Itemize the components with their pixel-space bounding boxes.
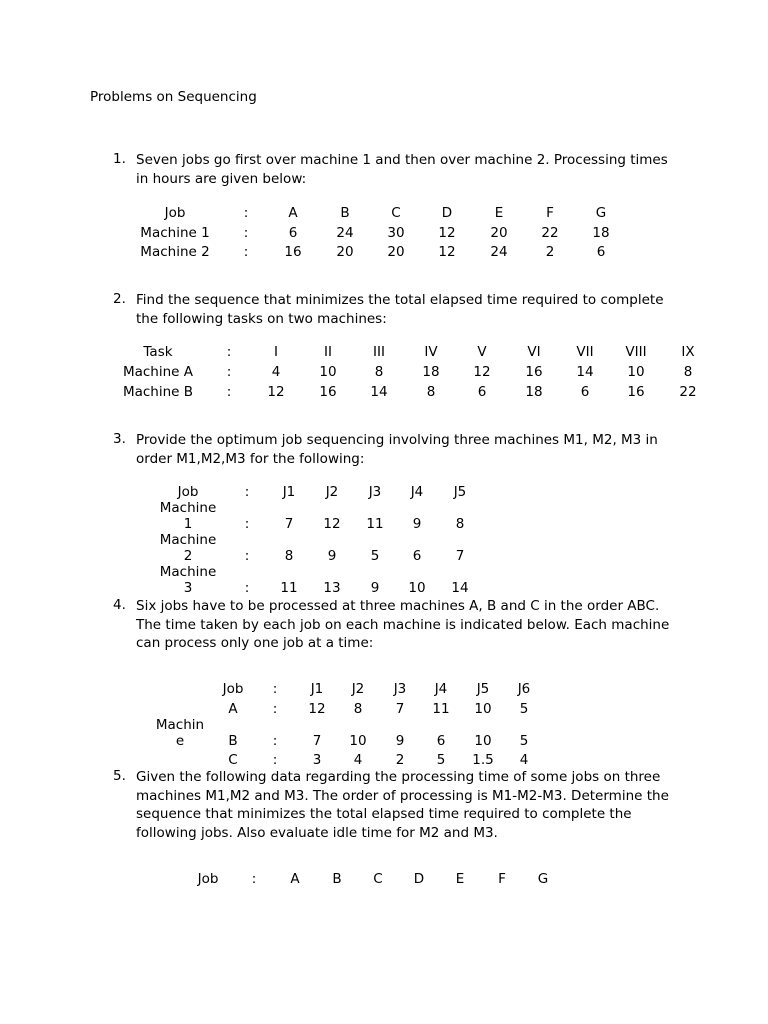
table-cell: B — [340, 205, 350, 221]
problem-number: 3. — [113, 431, 126, 447]
table-cell: 8 — [683, 364, 693, 380]
table-cell: : — [272, 752, 278, 768]
table-cell: IV — [424, 344, 438, 360]
column-header: Job — [197, 871, 219, 887]
row-label: A — [228, 701, 238, 717]
page-title: Problems on Sequencing — [90, 89, 257, 105]
table-cell: 2 — [395, 752, 405, 768]
column-header: Job — [222, 681, 244, 697]
table-cell: 12 — [323, 516, 341, 532]
table-cell: : — [226, 364, 232, 380]
problem-number: 2. — [113, 291, 126, 307]
column-header: J6 — [517, 681, 531, 697]
row-label: Machine B — [122, 384, 194, 400]
table-cell: : — [272, 733, 278, 749]
row-label: Machine 1 — [140, 225, 210, 241]
table-cell: 20 — [336, 244, 354, 260]
column-header: J2 — [325, 484, 339, 500]
table-cell: 16 — [284, 244, 302, 260]
column-header: Job — [177, 484, 199, 500]
problem-line: can process only one job at a time: — [136, 635, 374, 651]
column-header: F — [498, 871, 506, 887]
table-cell: 13 — [323, 580, 341, 596]
table-cell: 9 — [327, 548, 337, 564]
table-cell: 9 — [395, 733, 405, 749]
table-cell: 4 — [271, 364, 281, 380]
table-cell: 8 — [374, 364, 384, 380]
column-header: C — [373, 871, 383, 887]
table-cell: 7 — [284, 516, 294, 532]
table-cell: 20 — [387, 244, 405, 260]
column-header: : — [272, 681, 278, 697]
table-cell: 5 — [519, 733, 529, 749]
problem-line: Given the following data regarding the processing time of some jobs on three — [136, 769, 661, 785]
table-cell: 24 — [336, 225, 354, 241]
table-cell: 12 — [267, 384, 285, 400]
table-cell: 6 — [596, 244, 606, 260]
table-cell: III — [373, 344, 385, 360]
table-cell: 22 — [679, 384, 697, 400]
table-cell: 10 — [349, 733, 367, 749]
table-cell: G — [595, 205, 607, 221]
machine-label: Machine — [159, 564, 217, 580]
table-cell: 14 — [370, 384, 388, 400]
row-label: Machine 2 — [140, 244, 210, 260]
table-cell: : — [244, 548, 250, 564]
column-header: J3 — [393, 681, 407, 697]
column-header: J5 — [453, 484, 467, 500]
problem-text — [136, 291, 664, 328]
table-cell: : — [243, 244, 249, 260]
table-cell: 11 — [432, 701, 450, 717]
machine-label: Machine — [159, 500, 217, 516]
table-cell: 14 — [451, 580, 469, 596]
table-cell: 6 — [436, 733, 446, 749]
problem-number: 1. — [113, 151, 126, 167]
table-cell: : — [243, 225, 249, 241]
problem-text — [136, 431, 658, 468]
table-cell: F — [546, 205, 554, 221]
problem-text — [136, 151, 668, 188]
table-cell: : — [226, 344, 232, 360]
table-cell: 7 — [455, 548, 465, 564]
problem-number: 5. — [113, 768, 126, 784]
table-cell: 10 — [408, 580, 426, 596]
problem-line: Six jobs have to be processed at three machines A, B and C in the order ABC. — [136, 598, 660, 614]
table-cell: C — [391, 205, 401, 221]
table-cell: 4 — [519, 752, 529, 768]
column-header: J3 — [368, 484, 382, 500]
column-header: J5 — [476, 681, 490, 697]
problem-line: sequence that minimizes the total elapsed time required to complete the — [136, 806, 632, 822]
machine-number: 3 — [183, 580, 193, 596]
table-cell: 18 — [592, 225, 610, 241]
column-header: J4 — [434, 681, 448, 697]
table-cell: IX — [681, 344, 695, 360]
table-cell: 11 — [366, 516, 384, 532]
table-cell: 18 — [525, 384, 543, 400]
problem-line: The time taken by each job on each machine is indicated below. Each machine — [136, 616, 670, 633]
table-cell: 12 — [438, 225, 456, 241]
table-cell: 10 — [474, 701, 492, 717]
table-cell: 2 — [545, 244, 555, 260]
column-header: B — [332, 871, 342, 887]
table-cell: : — [244, 516, 250, 532]
table-cell: 16 — [319, 384, 337, 400]
column-header: J1 — [310, 681, 324, 697]
table-cell: 5 — [519, 701, 529, 717]
column-header: D — [413, 871, 425, 887]
table-cell: 16 — [525, 364, 543, 380]
table-cell: 3 — [312, 752, 322, 768]
table-cell: 4 — [353, 752, 363, 768]
column-header: J4 — [410, 484, 424, 500]
problem-line: in hours are given below: — [136, 170, 307, 187]
table-cell: 10 — [627, 364, 645, 380]
row-label: Job — [164, 205, 186, 221]
table-cell: E — [494, 205, 504, 221]
table-cell: 22 — [541, 225, 559, 241]
table-cell: VII — [576, 344, 594, 360]
column-header: : — [244, 484, 250, 500]
group-label: Machin — [155, 717, 205, 733]
problem-line: Seven jobs go first over machine 1 and then over machine 2. Processing times — [136, 152, 668, 168]
problem-line: order M1,M2,M3 for the following: — [136, 450, 365, 467]
table-cell: 8 — [284, 548, 294, 564]
table-cell: 10 — [474, 733, 492, 749]
table-cell: 1.5 — [472, 752, 494, 768]
row-label: C — [228, 752, 238, 768]
machine-label: Machine — [159, 532, 217, 548]
table-cell: VI — [527, 344, 541, 360]
table-cell: V — [477, 344, 487, 360]
table-cell: : — [243, 205, 249, 221]
table-cell: 10 — [319, 364, 337, 380]
table-cell: 11 — [280, 580, 298, 596]
table-cell: 8 — [353, 701, 363, 717]
problem-line: Provide the optimum job sequencing involving three machines M1, M2, M3 in — [136, 432, 658, 448]
problem-text — [136, 768, 669, 842]
table-cell: 12 — [438, 244, 456, 260]
table-cell: 9 — [370, 580, 380, 596]
table-cell: 14 — [576, 364, 594, 380]
table-cell: 12 — [473, 364, 491, 380]
table-cell: 30 — [387, 225, 405, 241]
table-cell: 20 — [490, 225, 508, 241]
table-cell: : — [226, 384, 232, 400]
table-cell: 7 — [395, 701, 405, 717]
table-cell: I — [274, 344, 278, 360]
column-header: A — [290, 871, 300, 887]
column-header: E — [455, 871, 465, 887]
problem-number: 4. — [113, 597, 126, 613]
column-header: G — [537, 871, 549, 887]
problem-line: Find the sequence that minimizes the total elapsed time required to complete — [136, 292, 664, 308]
problem-text — [136, 597, 669, 653]
row-label: Machine A — [122, 364, 194, 380]
table-cell: 5 — [436, 752, 446, 768]
problem-line: machines M1,M2 and M3. The order of processing is M1-M2-M3. Determine the — [136, 787, 669, 804]
table-cell: 7 — [312, 733, 322, 749]
column-header: J1 — [282, 484, 296, 500]
table-cell: 12 — [308, 701, 326, 717]
table-cell: VIII — [625, 344, 647, 360]
table-cell: 24 — [490, 244, 508, 260]
table-cell: 5 — [370, 548, 380, 564]
column-header: : — [251, 871, 257, 887]
table-cell: A — [288, 205, 298, 221]
table-cell: 6 — [477, 384, 487, 400]
group-label: e — [175, 733, 185, 749]
table-cell: D — [441, 205, 453, 221]
table-cell: 9 — [412, 516, 422, 532]
table-cell: 6 — [580, 384, 590, 400]
problem-line: the following tasks on two machines: — [136, 310, 387, 327]
table-cell: II — [324, 344, 332, 360]
table-cell: : — [272, 701, 278, 717]
table-cell: 8 — [426, 384, 436, 400]
machine-number: 1 — [183, 516, 193, 532]
column-header: J2 — [351, 681, 365, 697]
row-label: B — [228, 733, 238, 749]
table-cell: 18 — [422, 364, 440, 380]
table-cell: : — [244, 580, 250, 596]
machine-number: 2 — [183, 548, 193, 564]
table-cell: 16 — [627, 384, 645, 400]
table-cell: 8 — [455, 516, 465, 532]
row-label: Task — [143, 344, 173, 360]
table-cell: 6 — [288, 225, 298, 241]
problem-line: following jobs. Also evaluate idle time for M2 and M3. — [136, 824, 498, 841]
table-cell: 6 — [412, 548, 422, 564]
